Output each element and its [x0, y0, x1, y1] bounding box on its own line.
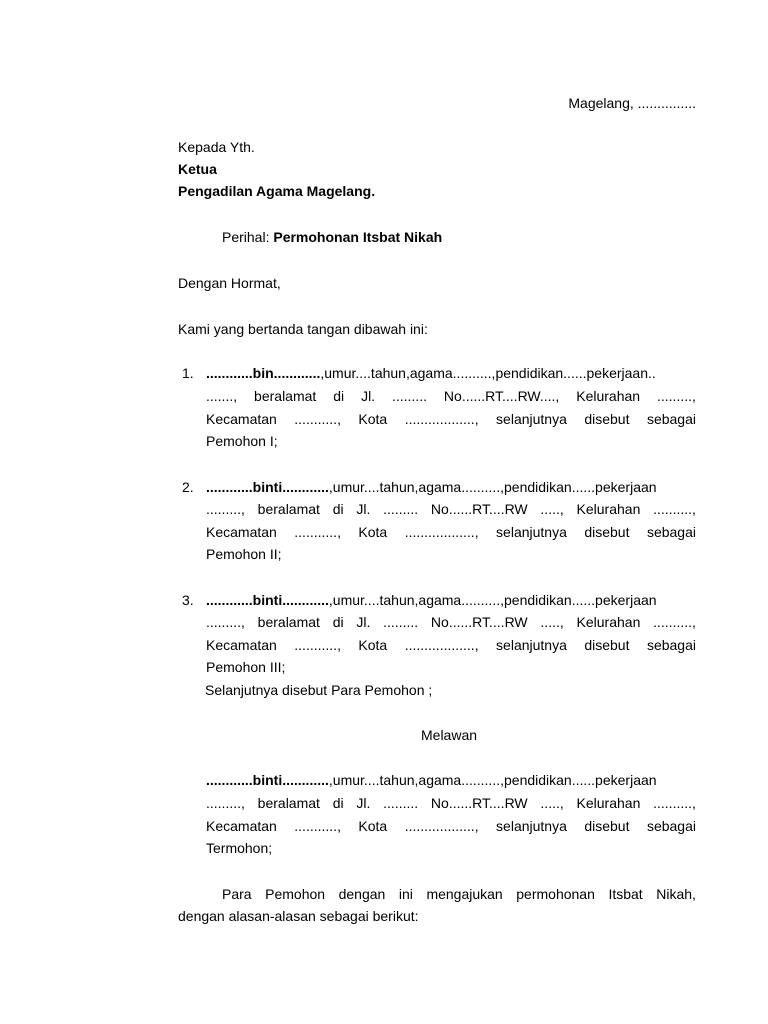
subject-label: Perihal: — [222, 229, 270, 245]
word: Para — [222, 886, 252, 902]
word: di — [332, 795, 344, 811]
word: beralamat — [254, 388, 317, 404]
word: .........., — [653, 614, 696, 630]
respondent-closing: Termohon; — [206, 840, 273, 856]
word: Kecamatan — [206, 411, 277, 427]
versus-heading: Melawan — [421, 727, 478, 743]
word: ......... — [391, 388, 427, 404]
word: selanjutnya — [496, 411, 567, 427]
word: ..........., — [294, 411, 341, 427]
word: disebut — [584, 818, 630, 834]
applicant-details: ,umur....tahun,agama..........,pendidikan......pekerjaan — [328, 479, 657, 495]
word: sebagai — [646, 818, 696, 834]
word: ..........., — [294, 524, 341, 540]
applicant-closing: Pemohon III; — [206, 659, 286, 675]
word: ........., — [657, 388, 696, 404]
applicant-closing: Pemohon I; — [206, 433, 278, 449]
word: .................., — [404, 818, 479, 834]
word: sebagai — [646, 411, 696, 427]
applicants-summary: Selanjutnya disebut Para Pemohon ; — [205, 682, 433, 698]
closing-line-2: dengan alasan-alasan sebagai berikut: — [178, 908, 419, 924]
salutation: Dengan Hormat, — [178, 275, 281, 291]
word: di — [332, 501, 344, 517]
word: selanjutnya — [496, 818, 567, 834]
word: ........., — [206, 501, 245, 517]
word: di — [333, 388, 345, 404]
closing-line-1 — [222, 885, 696, 903]
applicant-number: 3. — [182, 592, 194, 608]
word: disebut — [584, 411, 630, 427]
word: ......., — [206, 388, 238, 404]
word: beralamat — [257, 614, 320, 630]
word: ......... — [383, 614, 419, 630]
applicant-details: ,umur....tahun,agama..........,pendidikan......pekerjaan — [328, 592, 657, 608]
word: disebut — [584, 524, 630, 540]
respondent-line-1 — [206, 771, 657, 789]
word: Kecamatan — [206, 818, 277, 834]
word: selanjutnya — [496, 524, 567, 540]
word: mengajukan — [426, 886, 503, 902]
word: Kelurahan — [576, 501, 641, 517]
word: No......RT....RW...., — [443, 388, 560, 404]
applicant-line-2 — [206, 613, 696, 631]
applicant-line-1 — [206, 364, 656, 382]
word: Jl. — [356, 614, 371, 630]
word: Jl. — [361, 388, 376, 404]
word: disebut — [584, 637, 630, 653]
word: beralamat — [257, 501, 320, 517]
word: beralamat — [257, 795, 320, 811]
word: .........., — [653, 501, 696, 517]
word: selanjutnya — [496, 637, 567, 653]
applicant-number: 1. — [182, 365, 194, 381]
recipient-title: Ketua — [178, 161, 217, 177]
word: permohonan — [516, 886, 595, 902]
subject-line — [222, 228, 442, 246]
applicant-name: ............binti............ — [206, 479, 329, 495]
intro: Kami yang bertanda tangan dibawah ini: — [178, 321, 428, 337]
word: ....., — [540, 501, 564, 517]
word: ......... — [383, 501, 419, 517]
applicant-line-3 — [206, 636, 696, 654]
recipient-greeting: Kepada Yth. — [178, 139, 255, 155]
subject-value: Permohonan Itsbat Nikah — [273, 229, 443, 245]
word: Kota — [358, 411, 388, 427]
word: ......... — [383, 795, 419, 811]
applicant-line-1 — [206, 591, 657, 609]
applicant-name: ............bin............ — [206, 365, 321, 381]
applicant-line-3 — [206, 523, 696, 541]
word: ........., — [206, 614, 245, 630]
place-date: Magelang, ............... — [568, 95, 696, 111]
word: sebagai — [646, 637, 696, 653]
applicant-closing: Pemohon II; — [206, 546, 282, 562]
word: Kota — [358, 637, 388, 653]
applicant-name: ............binti............ — [206, 592, 329, 608]
word: Jl. — [356, 501, 371, 517]
word: Kelurahan — [576, 388, 641, 404]
word: Kelurahan — [576, 795, 641, 811]
word: No......RT....RW — [430, 501, 528, 517]
applicant-details: ,umur....tahun,agama..........,pendidikan......pekerjaan.. — [320, 365, 656, 381]
respondent-name: ............binti............ — [206, 772, 329, 788]
word: No......RT....RW — [430, 795, 528, 811]
applicant-line-2 — [206, 500, 696, 518]
word: Kota — [358, 524, 388, 540]
word: ....., — [540, 795, 564, 811]
applicant-line-1 — [206, 478, 657, 496]
applicant-line-2 — [206, 387, 696, 405]
respondent-details: ,umur....tahun,agama..........,pendidikan......pekerjaan — [328, 772, 657, 788]
word: Nikah, — [656, 886, 696, 902]
word: Kelurahan — [576, 614, 641, 630]
word: .................., — [404, 637, 479, 653]
applicant-line-3 — [206, 410, 696, 428]
word: ........., — [206, 795, 245, 811]
word: Itsbat — [608, 886, 643, 902]
respondent-line-2 — [206, 794, 696, 812]
word: dengan — [338, 886, 386, 902]
word: sebagai — [646, 524, 696, 540]
word: .................., — [404, 524, 479, 540]
word: ..........., — [294, 637, 341, 653]
word: .........., — [653, 795, 696, 811]
word: Kota — [358, 818, 388, 834]
word: ....., — [540, 614, 564, 630]
word: Kecamatan — [206, 637, 277, 653]
word: ini — [398, 886, 413, 902]
respondent-line-3 — [206, 817, 696, 835]
word: .................., — [404, 411, 479, 427]
recipient-institution: Pengadilan Agama Magelang. — [178, 183, 376, 199]
word: di — [332, 614, 344, 630]
word: ..........., — [294, 818, 341, 834]
word: Kecamatan — [206, 524, 277, 540]
word: No......RT....RW — [430, 614, 528, 630]
word: Pemohon — [265, 886, 326, 902]
applicant-number: 2. — [182, 479, 194, 495]
word: Jl. — [356, 795, 371, 811]
